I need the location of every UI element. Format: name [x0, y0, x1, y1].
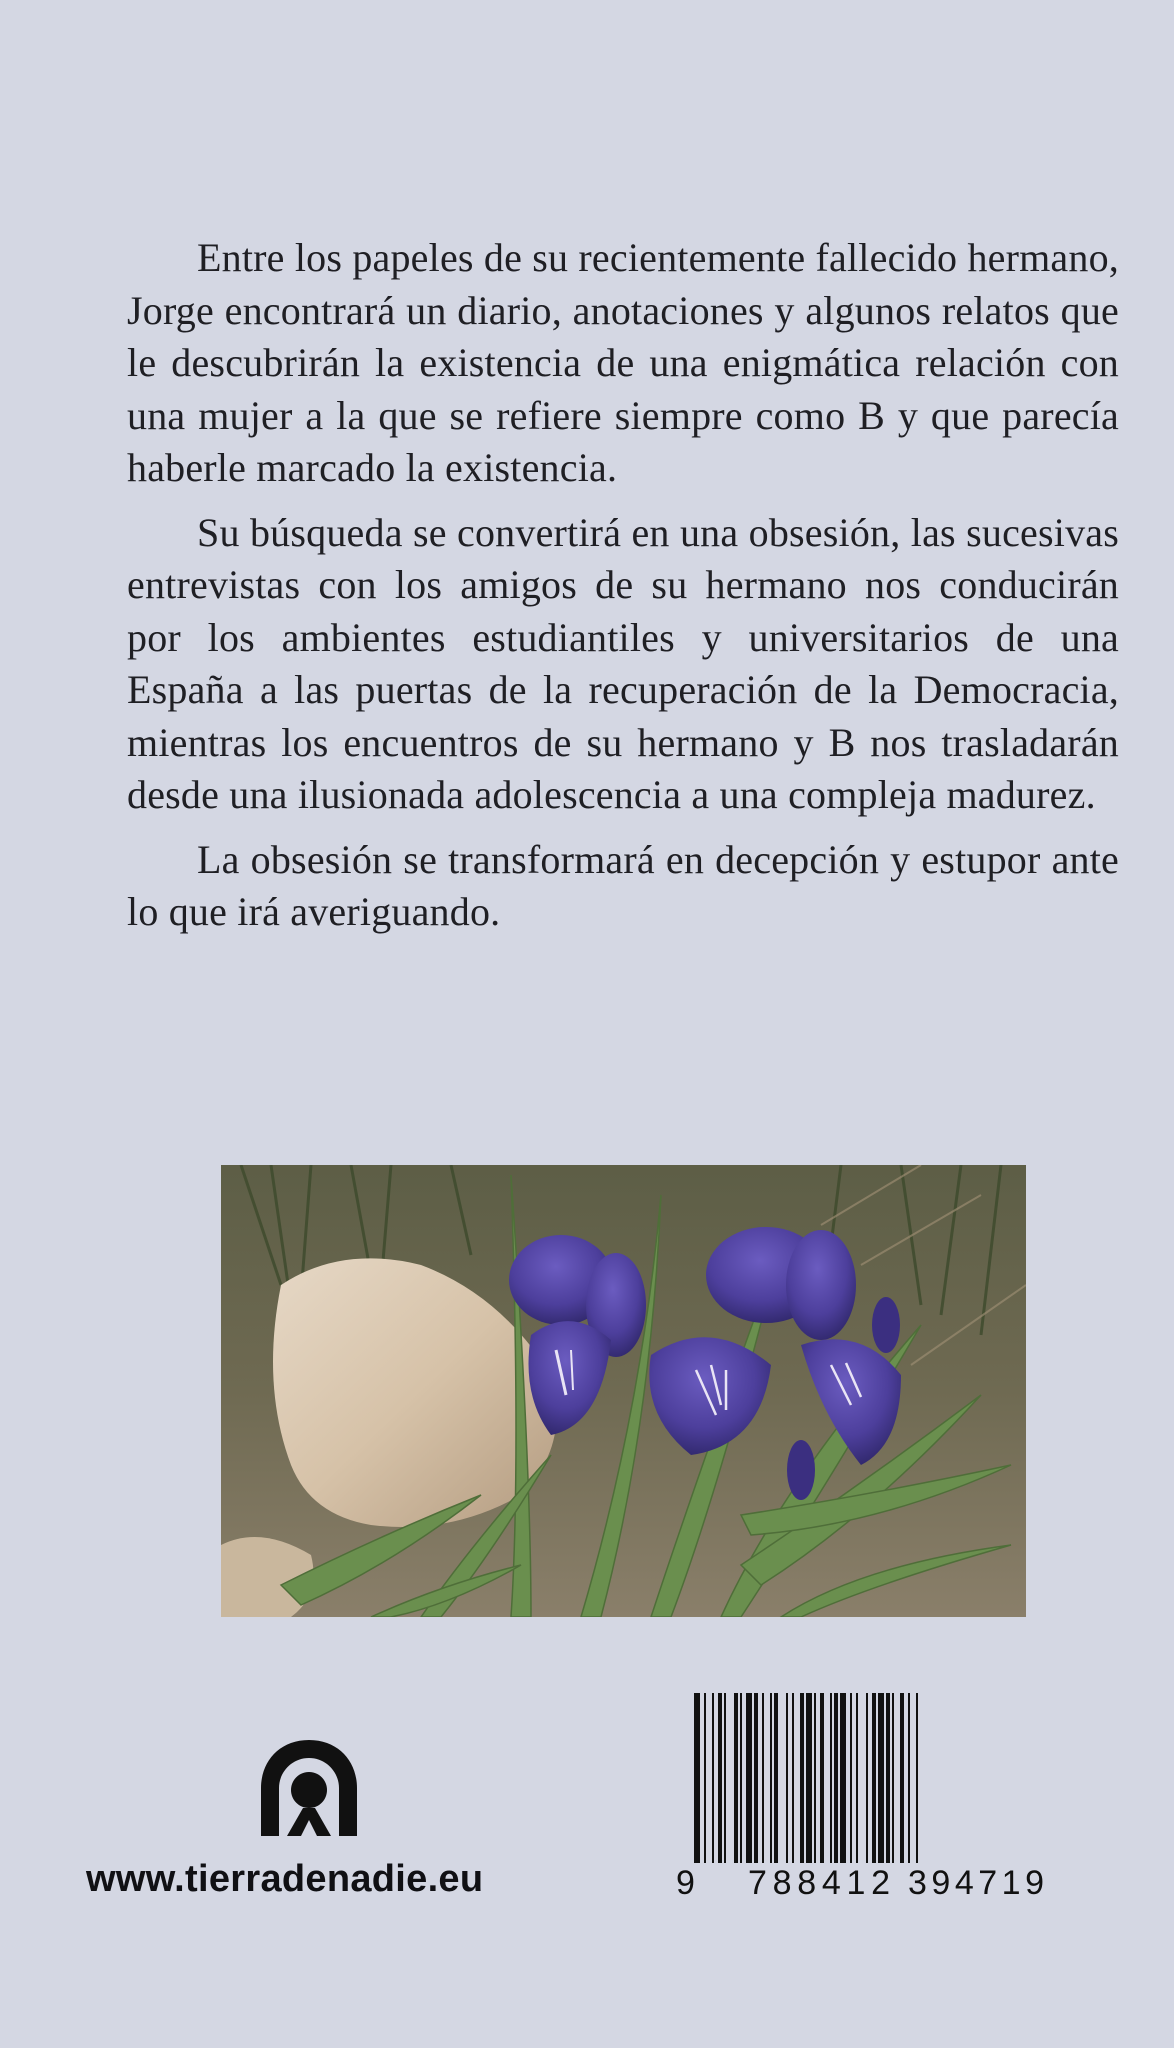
isbn-digits-left: 788412: [748, 1864, 890, 1902]
isbn-digit-lead: 9: [676, 1864, 695, 1902]
blurb-paragraph-2: Su búsqueda se convertirá en una obsesión, las sucesivas entrevistas con los amigos de su hermano nos conducirán por los ambientes estudiantiles y universitarios de una España a las puertas de la recuperación de la Democracia, mientras los encuentros de su hermano y B nos trasladarán desde una ilusionada adolescencia a una compleja madurez.: [127, 509, 1119, 817]
iris-flower-photo: [221, 1165, 1026, 1617]
back-cover-blurb: [127, 232, 1119, 951]
isbn-digits-right: 394719: [908, 1864, 1044, 1902]
isbn-barcode: [674, 1693, 1058, 1903]
publisher-logo-icon: [253, 1732, 365, 1844]
blurb-paragraph-3: La obsesión se transformará en decepción y estupor ante lo que irá averiguando.: [127, 836, 1119, 934]
publisher-website: www.tierradenadie.eu: [86, 1858, 484, 1900]
blurb-paragraph-1: Entre los papeles de su recientemente fallecido hermano, Jorge encontrará un diario, anotaciones y algunos relatos que le descubrirán la existencia de una enigmática relación con una mujer a la que se refiere siempre como B y que parecía haberle marcado la existencia.: [127, 235, 1119, 490]
